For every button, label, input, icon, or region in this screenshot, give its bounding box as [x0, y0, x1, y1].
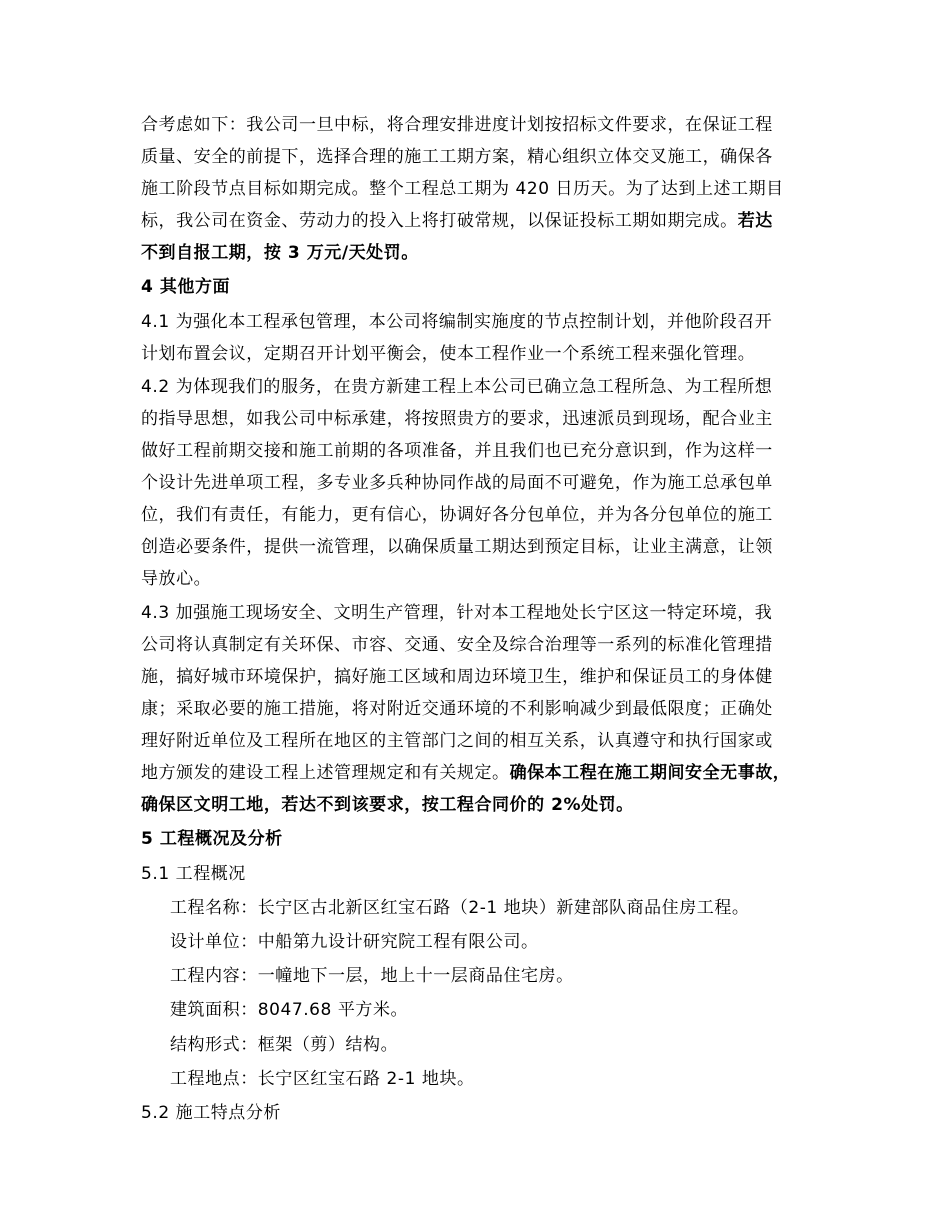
text-line: 合考虑如下：我公司一旦中标，将合理安排进度计划按招标文件要求，在保证工程 [141, 115, 773, 135]
text-line [141, 757, 790, 789]
text-line: 做好工程前期交接和施工前期的各项准备，并且我们也已充分意识到，作为这样一 [141, 441, 773, 461]
text-line [141, 205, 773, 237]
text-line: 导放心。 [141, 569, 212, 589]
detail-line: 工程地点：长宁区红宝石路 2-1 地块。 [170, 1069, 475, 1089]
bold-text-line: 确保区文明工地，若达不到该要求，按工程合同价的 2%处罚。 [141, 795, 634, 815]
text-span: 地方颁发的建设工程上述管理规定和有关规定。 [141, 763, 510, 783]
text-line: 位，我们有责任，有能力，更有信心，协调好各分包单位，并为各分包单位的施工 [141, 505, 773, 525]
section-heading: 4 其他方面 [141, 277, 231, 297]
detail-line: 工程名称：长宁区古北新区红宝石路（2-1 地块）新建部队商品住房工程。 [170, 898, 750, 918]
text-span: 标，我公司在资金、劳动力的投入上将打破常规，以保证投标工期如期完成。 [141, 211, 738, 231]
text-line: 的指导思想，如我公司中标承建，将按照贵方的要求，迅速派员到现场，配合业主 [141, 409, 773, 429]
detail-line: 工程内容：一幢地下一层，地上十一层商品住宅房。 [170, 966, 574, 986]
text-line: 公司将认真制定有关环保、市容、交通、安全及综合治理等一系列的标准化管理措 [141, 635, 773, 655]
detail-line: 建筑面积：8047.68 平方米。 [170, 1000, 409, 1020]
detail-line: 设计单位：中船第九设计研究院工程有限公司。 [170, 932, 539, 952]
text-line: 4.3 加强施工现场安全、文明生产管理，针对本工程地处长宁区这一特定环境，我 [141, 603, 773, 623]
text-line: 创造必要条件，提供一流管理，以确保质量工期达到预定目标，让业主满意，让领 [141, 537, 773, 557]
text-line: 4.2 为体现我们的服务，在贵方新建工程上本公司已确立急工程所急、为工程所想 [141, 377, 773, 397]
text-line: 质量、安全的前提下，选择合理的施工工期方案，精心组织立体交叉施工，确保各 [141, 147, 773, 167]
text-line: 理好附近单位及工程所在地区的主管部门之间的相互关系，认真遵守和执行国家或 [141, 731, 773, 751]
bold-text-span: 若达 [737, 211, 773, 231]
bold-text-span: 确保本工程在施工期间安全无事故， [509, 763, 791, 783]
text-line: 4.1 为强化本工程承包管理，本公司将编制实施度的节点控制计划，并他阶段召开 [141, 312, 773, 332]
bold-text-line: 不到自报工期，按 3 万元/天处罚。 [141, 243, 419, 263]
section-heading: 5 工程概况及分析 [141, 829, 283, 849]
text-line: 施，搞好城市环境保护，搞好施工区域和周边环境卫生，维护和保证员工的身体健 [141, 667, 773, 687]
subsection-heading: 5.1 工程概况 [141, 864, 246, 884]
text-line: 个设计先进单项工程，多专业多兵种协同作战的局面不可避免，作为施工总承包单 [141, 473, 773, 493]
subsection-heading: 5.2 施工特点分析 [141, 1103, 281, 1123]
text-line: 康；采取必要的施工措施，将对附近交通环境的不利影响减少到最低限度；正确处 [141, 699, 773, 719]
text-line: 计划布置会议，定期召开计划平衡会，使本工程作业一个系统工程来强化管理。 [141, 344, 756, 364]
text-line: 施工阶段节点目标如期完成。整个工程总工期为 420 日历天。为了达到上述工期目 [141, 179, 784, 199]
detail-line: 结构形式：框架（剪）结构。 [170, 1035, 399, 1055]
